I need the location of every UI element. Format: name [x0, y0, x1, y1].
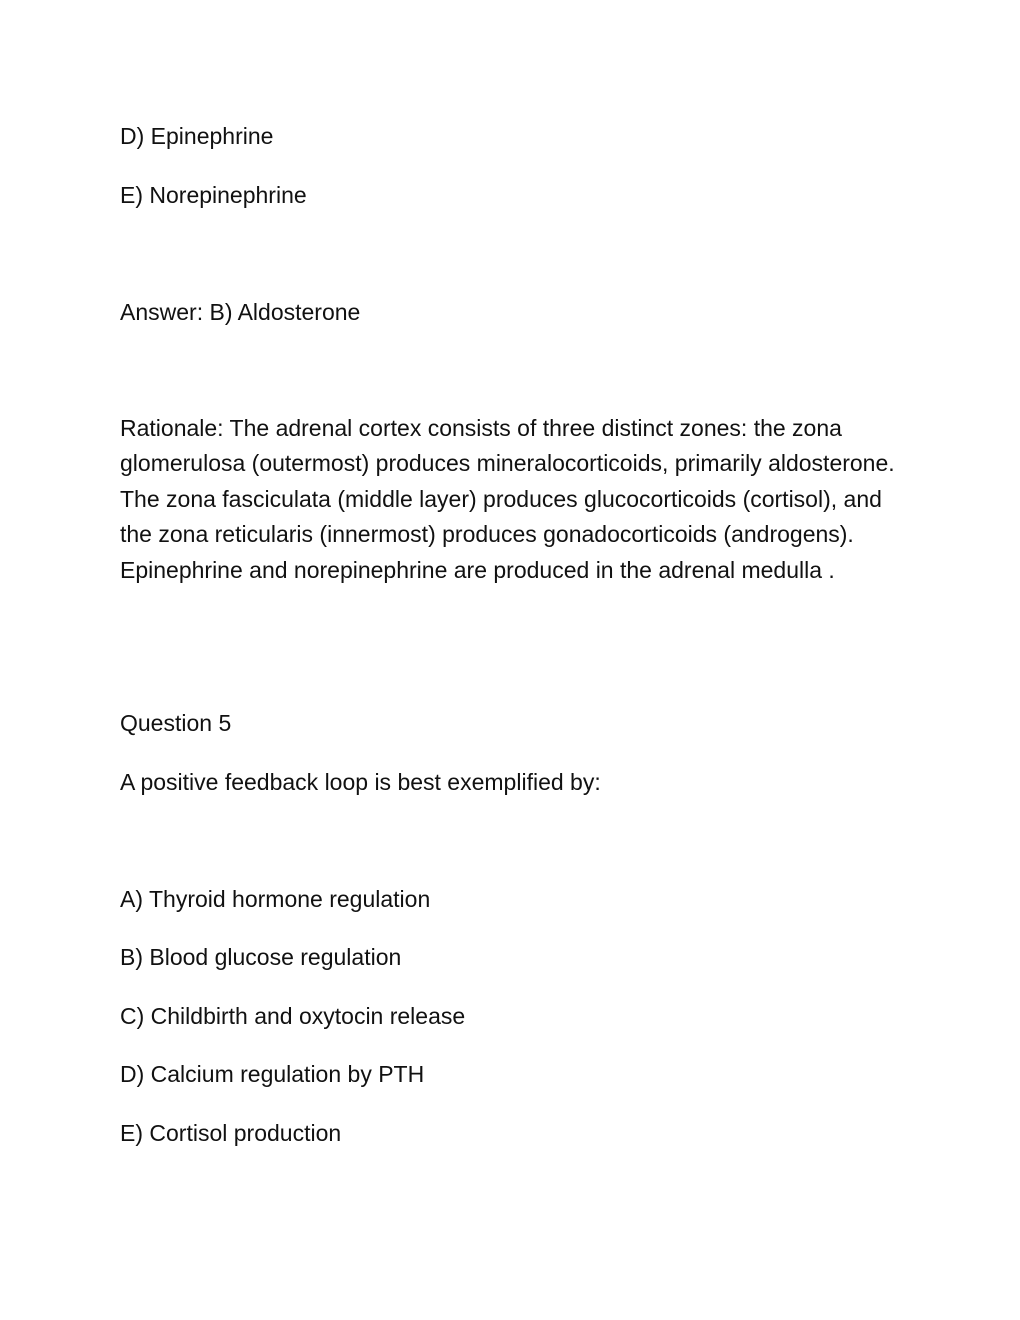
option-d-epinephrine: D) Epinephrine: [120, 123, 274, 149]
question-heading: Question 5: [120, 710, 232, 736]
option-a: A) Thyroid hormone regulation: [120, 886, 431, 912]
option-c: C) Childbirth and oxytocin release: [120, 1003, 466, 1029]
option-e-norepinephrine: E) Norepinephrine: [120, 182, 307, 208]
option-b: B) Blood glucose regulation: [120, 944, 402, 970]
answer-line: Answer: B) Aldosterone: [120, 299, 361, 325]
option-e: E) Cortisol production: [120, 1120, 342, 1146]
option-d: D) Calcium regulation by PTH: [120, 1061, 425, 1087]
question-prompt: A positive feedback loop is best exemplified by:: [120, 769, 601, 795]
rationale-paragraph: Rationale: The adrenal cortex consists of three distinct zones: the zona glomerulosa (outermost) produces mineralocorticoids, primarily aldosterone. The zona fasciculata (middle layer) produces glucocorticoids (cortisol), and the zona reticularis (innermost) produces gonadocorticoids (androgens). Epinephrine and norepinephrine are produced in the adrenal medulla .: [120, 415, 895, 583]
